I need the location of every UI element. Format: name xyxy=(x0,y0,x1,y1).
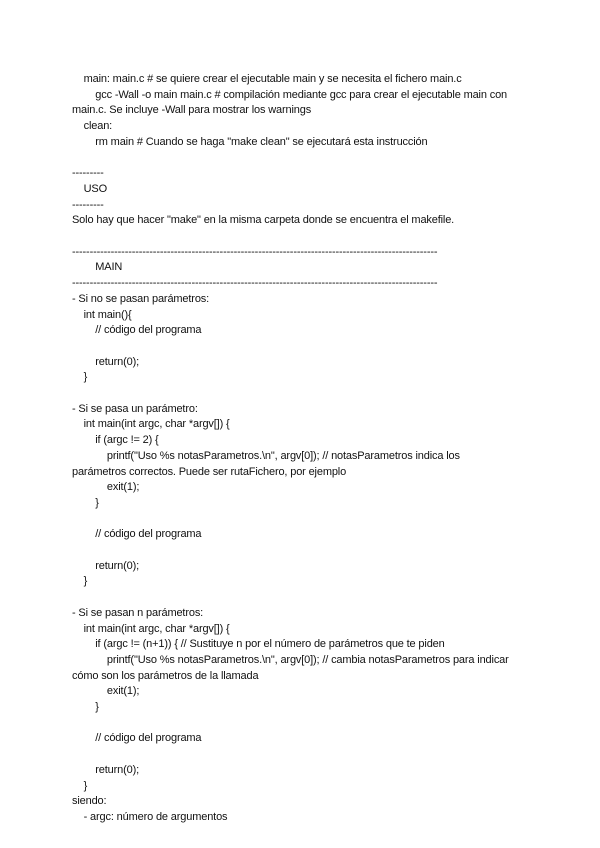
text-line: - Si se pasan n parámetros: xyxy=(72,606,204,619)
text-line: parámetros correctos. Puede ser rutaFichero, por ejemplo xyxy=(72,465,347,478)
text-line: - Si se pasa un parámetro: xyxy=(72,402,198,415)
text-line: main.c. Se incluye -Wall para mostrar los warnings xyxy=(72,104,312,117)
text-line: -------------------------------------------------------------------------------------------------------- xyxy=(72,245,438,258)
text-line: int main(int argc, char *argv[]) { xyxy=(72,622,230,635)
text-line: rm main # Cuando se haga "make clean" se ejecutará esta instrucción xyxy=(72,135,428,148)
text-line: -------------------------------------------------------------------------------------------------------- xyxy=(72,277,438,290)
text-line: if (argc != (n+1)) { // Sustituye n por el número de parámetros que te piden xyxy=(72,638,445,651)
text-line: clean: xyxy=(72,120,113,133)
text-line: } xyxy=(72,496,99,509)
text-line: return(0); xyxy=(72,355,139,368)
text-line: printf("Uso %s notasParametros.\n", argv[0]); // cambia notasParametros para indicar xyxy=(72,653,509,666)
text-line: exit(1); xyxy=(72,481,140,494)
text-line: siendo: xyxy=(72,795,107,808)
text-line: Solo hay que hacer "make" en la misma carpeta donde se encuentra el makefile. xyxy=(72,214,455,227)
text-line: - argc: número de argumentos xyxy=(72,810,228,823)
text-line: return(0); xyxy=(72,763,139,776)
text-line: if (argc != 2) { xyxy=(72,434,159,447)
text-line: gcc -Wall -o main main.c # compilación mediante gcc para crear el ejecutable main con xyxy=(72,88,508,101)
text-line: exit(1); xyxy=(72,685,140,698)
text-line: printf("Uso %s notasParametros.\n", argv[0]); // notasParametros indica los xyxy=(72,449,460,462)
text-line: int main(){ xyxy=(72,308,132,321)
text-line: } xyxy=(72,779,88,792)
text-line: } xyxy=(72,575,88,588)
text-line: // código del programa xyxy=(72,732,202,745)
text-line: USO xyxy=(72,182,108,195)
text-line: - Si no se pasan parámetros: xyxy=(72,292,210,305)
text-line: --------- xyxy=(72,198,104,211)
text-line: main: main.c # se quiere crear el ejecutable main y se necesita el fichero main.c xyxy=(72,73,462,85)
text-line: // código del programa xyxy=(72,528,202,541)
text-line: cómo son los parámetros de la llamada xyxy=(72,669,259,682)
text-line: return(0); xyxy=(72,559,139,572)
text-line: MAIN xyxy=(72,261,123,274)
text-line: } xyxy=(72,371,88,384)
text-line: int main(int argc, char *argv[]) { xyxy=(72,418,230,431)
text-line: --------- xyxy=(72,167,104,180)
text-line: } xyxy=(72,701,99,713)
text-line: // código del programa xyxy=(72,324,202,337)
